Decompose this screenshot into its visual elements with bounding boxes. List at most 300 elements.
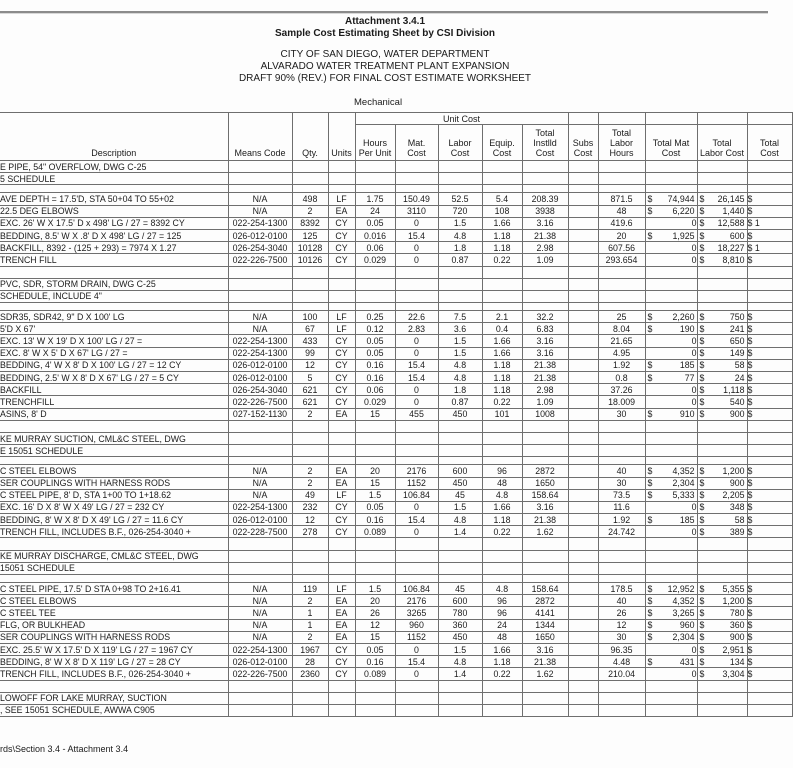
cell-means: N/A: [228, 193, 292, 205]
cell-tic: 3938: [522, 205, 568, 217]
table-row: [0, 643, 792, 655]
cell-tic: 158.64: [522, 583, 568, 595]
cell-desc: FLG, OR BULKHEAD: [0, 619, 228, 631]
table-row: [0, 477, 792, 489]
cell-desc: BEDDING, 8.5' W X .8' D X 498' LG / 27 = 125: [0, 229, 228, 241]
cell-tc: [747, 290, 792, 302]
cell-units: LF: [328, 193, 355, 205]
cell-tmc: $ 2,304: [645, 477, 697, 489]
col-header-total-labor-cost: Total Labor Cost: [697, 125, 747, 161]
cell-subs: [568, 229, 598, 241]
cell-tmc: $ 185: [645, 514, 697, 526]
cell-tlc: $ 8,810: [697, 254, 747, 266]
cell-equip: 24: [482, 619, 522, 631]
cell-desc: [0, 185, 228, 193]
cell-tlh: [598, 680, 645, 692]
cell-mat: 2176: [395, 465, 438, 477]
cell-qty: [292, 692, 328, 704]
cell-means: N/A: [228, 465, 292, 477]
cell-tlh: 40: [598, 595, 645, 607]
cell-equip: 1.66: [482, 347, 522, 359]
cell-tc: $: [747, 643, 792, 655]
cell-tmc: $ 6,220: [645, 205, 697, 217]
cell-subs: [568, 526, 598, 538]
cell-labor: 600: [438, 595, 482, 607]
cell-qty: [292, 161, 328, 173]
cell-units: CY: [328, 384, 355, 396]
cell-units: EA: [328, 477, 355, 489]
cell-tc: [747, 278, 792, 290]
cell-tlc: $ 24: [697, 372, 747, 384]
cell-tlc: $ 241: [697, 323, 747, 335]
cell-desc: BACKFILL: [0, 384, 228, 396]
table-row: [0, 254, 792, 266]
cell-desc: SDR35, SDR42, 9" D X 100' LG: [0, 311, 228, 323]
cell-tic: [522, 432, 568, 444]
cell-tlh: 0.8: [598, 372, 645, 384]
cell-tlh: [598, 278, 645, 290]
cell-mat: 0: [395, 526, 438, 538]
cell-tlc: $ 360: [697, 619, 747, 631]
cell-tc: [747, 550, 792, 562]
cell-equip: 101: [482, 408, 522, 420]
cell-labor: 4.8: [438, 229, 482, 241]
cell-tmc: [645, 185, 697, 193]
cell-means: 026-012-0100: [228, 514, 292, 526]
cell-hpu: 24: [355, 205, 395, 217]
cell-qty: 8392: [292, 217, 328, 229]
cell-tlc: [697, 290, 747, 302]
cell-tmc: 0: [645, 526, 697, 538]
cell-subs: [568, 323, 598, 335]
cell-tlh: [598, 692, 645, 704]
blank-row: [0, 185, 792, 193]
cell-subs: [568, 254, 598, 266]
cell-mat: [395, 538, 438, 550]
cell-means: N/A: [228, 489, 292, 501]
cell-tlc: $ 2,205: [697, 489, 747, 501]
cell-units: CY: [328, 217, 355, 229]
cell-tlc: $ 750: [697, 311, 747, 323]
cell-subs: [568, 550, 598, 562]
cell-tc: $ 1: [747, 217, 792, 229]
group-header-unit-cost: Unit Cost: [355, 113, 568, 125]
cell-hpu: 0.05: [355, 643, 395, 655]
cell-mat: 960: [395, 619, 438, 631]
cell-qty: [292, 562, 328, 574]
cell-mat: 106.84: [395, 583, 438, 595]
cell-tlc: [697, 420, 747, 432]
cell-equip: [482, 303, 522, 311]
cell-means: [228, 575, 292, 583]
cell-mat: [395, 185, 438, 193]
cell-tlh: [598, 575, 645, 583]
cell-mat: 0: [395, 396, 438, 408]
header-spacer: [747, 113, 792, 125]
cell-desc: TRENCH FILL: [0, 254, 228, 266]
cell-means: N/A: [228, 583, 292, 595]
cell-mat: [395, 457, 438, 465]
cell-desc: TRENCH FILL, INCLUDES B.F., 026-254-3040 +: [0, 526, 228, 538]
cell-hpu: 26: [355, 607, 395, 619]
cell-labor: 7.5: [438, 311, 482, 323]
cell-equip: 0.22: [482, 396, 522, 408]
cell-tc: [747, 161, 792, 173]
cell-desc: [0, 680, 228, 692]
table-row: [0, 501, 792, 513]
cell-tlh: [598, 432, 645, 444]
cell-tc: [747, 575, 792, 583]
cell-tlh: 26: [598, 607, 645, 619]
cell-labor: 1.5: [438, 643, 482, 655]
cell-hpu: [355, 432, 395, 444]
cell-desc: EXC. 16' D X 8' W X 49' LG / 27 = 232 CY: [0, 501, 228, 513]
cell-units: [328, 692, 355, 704]
cell-desc: [0, 266, 228, 278]
cell-tlc: [697, 704, 747, 716]
cell-subs: [568, 445, 598, 457]
cell-hpu: [355, 538, 395, 550]
cell-subs: [568, 465, 598, 477]
cell-tlc: [697, 161, 747, 173]
cell-hpu: [355, 278, 395, 290]
cell-tlc: [697, 278, 747, 290]
cell-tic: 1.62: [522, 668, 568, 680]
cell-means: [228, 173, 292, 185]
cell-desc: , SEE 15051 SCHEDULE, AWWA C905: [0, 704, 228, 716]
cell-hpu: [355, 173, 395, 185]
table-row: [0, 668, 792, 680]
cell-qty: [292, 445, 328, 457]
cell-tlh: [598, 420, 645, 432]
cell-tlh: 25: [598, 311, 645, 323]
cell-units: [328, 562, 355, 574]
cell-hpu: 0.06: [355, 242, 395, 254]
section-title-row: [0, 290, 792, 302]
cell-tc: $: [747, 359, 792, 371]
cell-hpu: [355, 457, 395, 465]
cell-desc: [0, 420, 228, 432]
cell-tmc: [645, 278, 697, 290]
cell-mat: 2.83: [395, 323, 438, 335]
cell-tlh: 21.65: [598, 335, 645, 347]
cell-hpu: 0.16: [355, 372, 395, 384]
cell-labor: [438, 550, 482, 562]
cell-labor: 1.8: [438, 384, 482, 396]
cell-desc: C STEEL ELBOWS: [0, 465, 228, 477]
footer-text: rds\Section 3.4 - Attachment 3.4: [0, 744, 129, 754]
cell-means: 027-152-1130: [228, 408, 292, 420]
cell-subs: [568, 631, 598, 643]
cell-tc: $: [747, 607, 792, 619]
cell-tlh: 12: [598, 619, 645, 631]
cell-units: EA: [328, 595, 355, 607]
cell-qty: 2: [292, 595, 328, 607]
cell-labor: [438, 457, 482, 465]
cell-qty: 2: [292, 631, 328, 643]
cell-means: 022-254-1300: [228, 501, 292, 513]
cell-tc: $: [747, 311, 792, 323]
cell-tmc: [645, 303, 697, 311]
table-row: [0, 193, 792, 205]
cell-tmc: [645, 173, 697, 185]
cell-labor: [438, 278, 482, 290]
cell-tmc: $ 77: [645, 372, 697, 384]
cell-tlc: [697, 303, 747, 311]
cell-subs: [568, 643, 598, 655]
cell-tlh: [598, 704, 645, 716]
cell-qty: 119: [292, 583, 328, 595]
cell-qty: 2360: [292, 668, 328, 680]
cell-qty: 1: [292, 619, 328, 631]
cell-means: N/A: [228, 323, 292, 335]
cell-means: [228, 185, 292, 193]
cell-equip: 1.18: [482, 359, 522, 371]
cell-mat: [395, 161, 438, 173]
cell-tic: 6.83: [522, 323, 568, 335]
cell-tlc: $ 18,227: [697, 242, 747, 254]
cell-tlc: $ 3,304: [697, 668, 747, 680]
cell-equip: 1.18: [482, 514, 522, 526]
cell-tmc: $ 5,333: [645, 489, 697, 501]
cell-tlc: $ 134: [697, 656, 747, 668]
cell-tlh: [598, 550, 645, 562]
cell-subs: [568, 205, 598, 217]
cell-mat: 0: [395, 384, 438, 396]
cell-mat: 0: [395, 254, 438, 266]
cell-tlh: 73.5: [598, 489, 645, 501]
cell-subs: [568, 217, 598, 229]
col-header-total-cost: Total Cost: [747, 125, 792, 161]
cell-tmc: $ 2,304: [645, 631, 697, 643]
cell-tmc: [645, 704, 697, 716]
cell-units: CY: [328, 526, 355, 538]
cell-tc: $: [747, 631, 792, 643]
cell-labor: 360: [438, 619, 482, 631]
cell-means: 022-226-7500: [228, 254, 292, 266]
cell-labor: 3.6: [438, 323, 482, 335]
cell-tic: 4141: [522, 607, 568, 619]
cell-labor: [438, 562, 482, 574]
cell-subs: [568, 347, 598, 359]
cell-tlh: 30: [598, 477, 645, 489]
cell-tlh: 4.95: [598, 347, 645, 359]
cell-means: [228, 278, 292, 290]
discipline-label: Mechanical: [354, 97, 403, 108]
cell-means: N/A: [228, 477, 292, 489]
cell-hpu: 0.089: [355, 668, 395, 680]
cell-tmc: [645, 550, 697, 562]
cell-hpu: [355, 704, 395, 716]
cell-tic: 21.38: [522, 372, 568, 384]
cell-labor: [438, 290, 482, 302]
cell-equip: [482, 278, 522, 290]
cell-qty: [292, 173, 328, 185]
cell-units: LF: [328, 583, 355, 595]
cell-tic: [522, 457, 568, 465]
cell-desc: E 15051 SCHEDULE: [0, 445, 228, 457]
cell-labor: [438, 161, 482, 173]
cell-qty: 1: [292, 607, 328, 619]
cell-units: [328, 680, 355, 692]
cell-tic: 2872: [522, 465, 568, 477]
cell-units: [328, 575, 355, 583]
cell-qty: 10126: [292, 254, 328, 266]
cell-units: CY: [328, 514, 355, 526]
cell-units: CY: [328, 229, 355, 241]
cell-tmc: $ 2,260: [645, 311, 697, 323]
cell-tc: $: [747, 489, 792, 501]
table-row: [0, 526, 792, 538]
cell-tc: $: [747, 205, 792, 217]
cell-means: 022-254-1300: [228, 347, 292, 359]
cell-tlh: 293.654: [598, 254, 645, 266]
cell-qty: 232: [292, 501, 328, 513]
cell-desc: SER COUPLINGS WITH HARNESS RODS: [0, 477, 228, 489]
cell-equip: 48: [482, 477, 522, 489]
cell-tlh: [598, 538, 645, 550]
cell-tic: [522, 173, 568, 185]
section-title-row: [0, 432, 792, 444]
cell-tic: [522, 538, 568, 550]
cell-subs: [568, 656, 598, 668]
header-spacer: [568, 113, 598, 125]
cell-means: [228, 692, 292, 704]
cell-equip: [482, 575, 522, 583]
section-title-row: [0, 704, 792, 716]
cell-tic: [522, 266, 568, 278]
cell-tlh: [598, 457, 645, 465]
cell-units: CY: [328, 668, 355, 680]
cell-desc: SCHEDULE, INCLUDE 4": [0, 290, 228, 302]
table-row: [0, 242, 792, 254]
table-row: [0, 619, 792, 631]
col-header-means-code: Means Code: [228, 113, 292, 161]
cell-tc: $: [747, 335, 792, 347]
cell-mat: [395, 432, 438, 444]
cell-tic: 1650: [522, 631, 568, 643]
cell-subs: [568, 457, 598, 465]
cell-tmc: $ 74,944: [645, 193, 697, 205]
cell-units: EA: [328, 205, 355, 217]
col-header-subs-cost: Subs Cost: [568, 125, 598, 161]
cell-subs: [568, 607, 598, 619]
cell-labor: [438, 680, 482, 692]
table-row: [0, 607, 792, 619]
cell-tlh: [598, 562, 645, 574]
cell-desc: LOWOFF FOR LAKE MURRAY, SUCTION: [0, 692, 228, 704]
cell-tlc: $ 58: [697, 359, 747, 371]
cell-tic: [522, 303, 568, 311]
col-header-total-mat-cost: Total Mat Cost: [645, 125, 697, 161]
cell-labor: [438, 575, 482, 583]
cell-hpu: [355, 290, 395, 302]
cell-tlh: 607.56: [598, 242, 645, 254]
cell-hpu: 0.12: [355, 323, 395, 335]
cell-means: 022-228-7500: [228, 526, 292, 538]
cell-hpu: [355, 185, 395, 193]
table-row: [0, 217, 792, 229]
table-row: [0, 583, 792, 595]
cell-subs: [568, 619, 598, 631]
cell-tic: 21.38: [522, 514, 568, 526]
cell-means: 022-254-1300: [228, 335, 292, 347]
col-header-total-instlld-cost: Total Instlld Cost: [522, 125, 568, 161]
cell-tlh: [598, 185, 645, 193]
cell-desc: C STEEL PIPE, 8' D, STA 1+00 TO 1+18.62: [0, 489, 228, 501]
section-title-row: [0, 550, 792, 562]
org-line-2: ALVARADO WATER TREATMENT PLANT EXPANSION: [260, 61, 510, 72]
cell-hpu: [355, 680, 395, 692]
cell-tmc: $ 4,352: [645, 595, 697, 607]
cell-tlc: [697, 538, 747, 550]
cell-tmc: [645, 680, 697, 692]
cell-desc: PVC, SDR, STORM DRAIN, DWG C-25: [0, 278, 228, 290]
cell-tc: $: [747, 583, 792, 595]
cell-qty: 28: [292, 656, 328, 668]
cell-means: N/A: [228, 619, 292, 631]
cell-subs: [568, 372, 598, 384]
cell-tlc: $ 5,355: [697, 583, 747, 595]
table-row: [0, 347, 792, 359]
cell-equip: [482, 680, 522, 692]
cell-mat: 1152: [395, 477, 438, 489]
cell-tc: $: [747, 526, 792, 538]
cell-tic: [522, 185, 568, 193]
cell-tic: 32.2: [522, 311, 568, 323]
cell-units: [328, 704, 355, 716]
cell-desc: [0, 538, 228, 550]
cell-hpu: 0.05: [355, 501, 395, 513]
cell-mat: 455: [395, 408, 438, 420]
cell-qty: 125: [292, 229, 328, 241]
cell-equip: [482, 538, 522, 550]
cell-tmc: [645, 445, 697, 457]
cell-units: [328, 161, 355, 173]
cell-qty: 10128: [292, 242, 328, 254]
cell-subs: [568, 384, 598, 396]
cell-hpu: 0.16: [355, 359, 395, 371]
cell-qty: [292, 538, 328, 550]
cell-units: LF: [328, 323, 355, 335]
cell-tic: 1650: [522, 477, 568, 489]
cell-tmc: [645, 420, 697, 432]
blank-row: [0, 420, 792, 432]
cell-labor: 1.8: [438, 242, 482, 254]
cell-labor: [438, 432, 482, 444]
cell-tc: $: [747, 347, 792, 359]
cell-tic: [522, 420, 568, 432]
cell-tmc: 0: [645, 501, 697, 513]
cell-subs: [568, 575, 598, 583]
sheet-title: Sample Cost Estimating Sheet by CSI Division: [274, 28, 496, 39]
cell-qty: 2: [292, 205, 328, 217]
cell-hpu: 0.029: [355, 396, 395, 408]
cell-subs: [568, 185, 598, 193]
cell-equip: 4.8: [482, 489, 522, 501]
cell-tic: 2872: [522, 595, 568, 607]
cell-desc: EXC. 13' W X 19' D X 100' LG / 27 =: [0, 335, 228, 347]
cell-labor: [438, 266, 482, 278]
cell-labor: [438, 445, 482, 457]
cell-tc: $: [747, 656, 792, 668]
cell-hpu: 20: [355, 465, 395, 477]
cell-tmc: 0: [645, 643, 697, 655]
cell-mat: [395, 266, 438, 278]
cell-tic: 208.39: [522, 193, 568, 205]
cell-desc: BEDDING, 8' W X 8' D X 119' LG / 27 = 28 CY: [0, 656, 228, 668]
cell-means: N/A: [228, 631, 292, 643]
